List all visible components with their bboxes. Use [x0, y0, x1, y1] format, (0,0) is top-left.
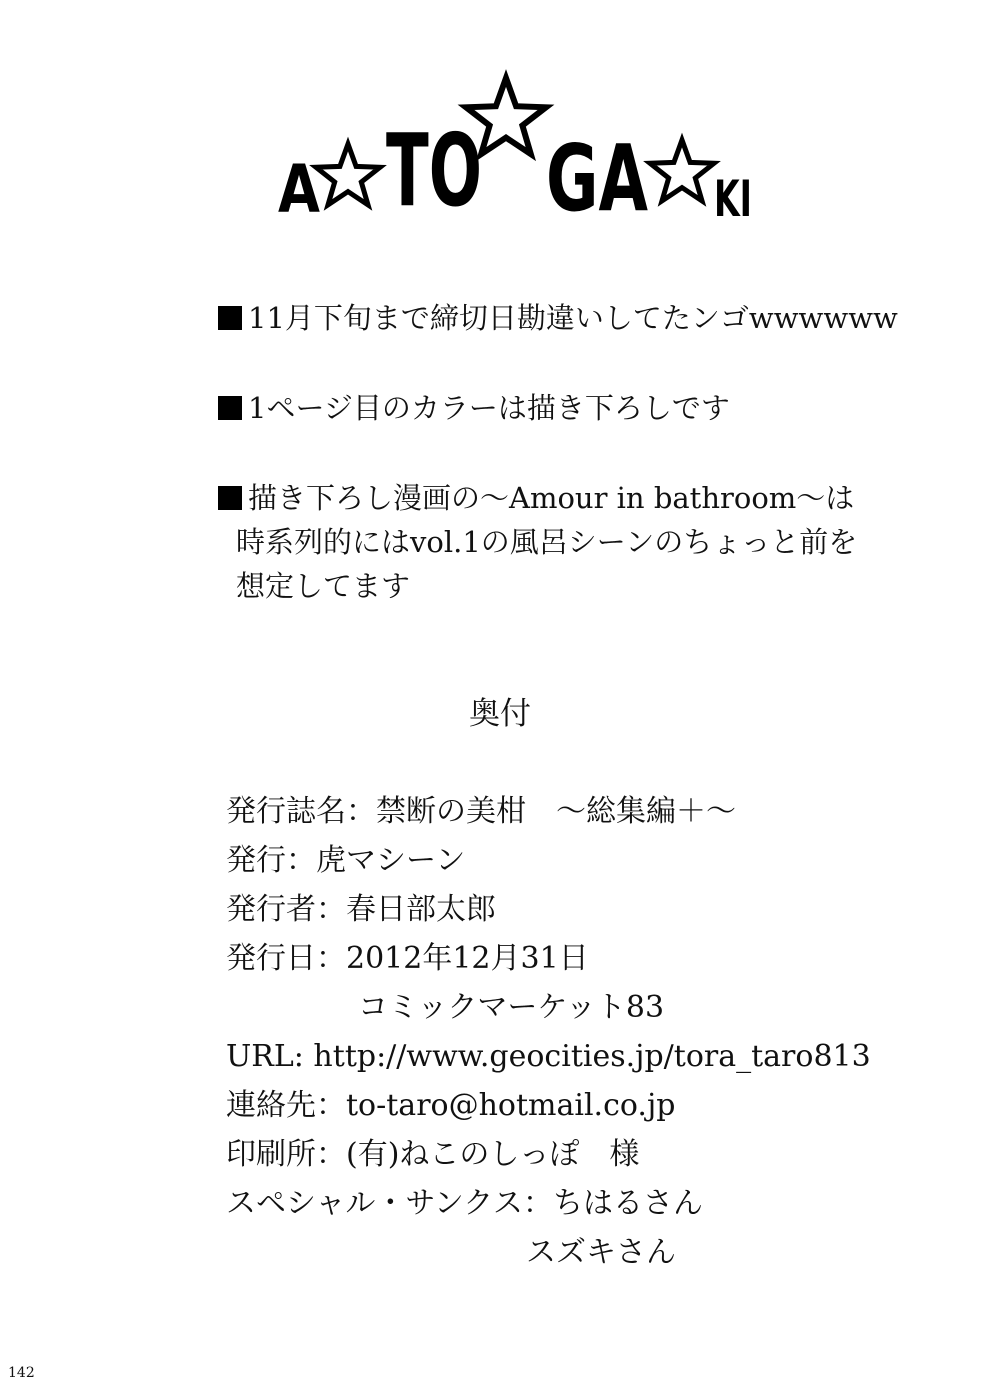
colophon-issue-date: 発行日：2012年12月31日: [226, 941, 589, 976]
title-part-ki: ki: [714, 170, 752, 228]
note-text: 描き下ろし漫画の～Amour in bathroom～は: [248, 481, 855, 515]
colophon-contact: 連絡先：to-taro@hotmail.co.jp: [226, 1088, 676, 1123]
square-bullet-icon: [218, 486, 242, 510]
title-part-to: TO: [386, 112, 482, 229]
colophon-event-row: [226, 983, 946, 1032]
star-outline-icon: [316, 144, 380, 205]
note-item: [218, 476, 918, 608]
note-text: 1ページ目のカラーは描き下ろしです: [248, 391, 730, 425]
colophon-event: コミックマーケット83: [358, 990, 665, 1025]
note-text-continued: 時系列的にはvol.1の風呂シーンのちょっと前を: [236, 525, 858, 559]
note-item: [218, 386, 918, 430]
note-text-continued: 想定してます: [236, 569, 411, 603]
title-svg: [270, 60, 760, 232]
square-bullet-icon: [218, 396, 242, 420]
note-text: 11月下旬まで締切日勘違いしてたンゴwwwwww: [248, 301, 898, 335]
colophon-publication-name: 発行誌名：禁断の美柑 ～総集編＋～: [226, 794, 736, 829]
square-bullet-icon: [218, 306, 242, 330]
colophon-heading: 奥付: [469, 696, 531, 732]
colophon-url: URL: http://www.geocities.jp/tora_taro813: [226, 1039, 871, 1074]
colophon-printer: 印刷所：(有)ねこのしっぽ 様: [226, 1137, 640, 1172]
colophon-special-thanks-2: スズキさん: [526, 1235, 676, 1270]
colophon-special-thanks-row-2: [226, 1228, 946, 1277]
colophon: [226, 787, 946, 1277]
star-outline-icon: [650, 140, 714, 201]
title-logo: [270, 60, 760, 232]
colophon-publisher: 発行：虎マシーン: [226, 843, 466, 878]
colophon-issuer: 発行者：春日部太郎: [226, 892, 496, 927]
note-item: [218, 296, 918, 340]
colophon-special-thanks: スペシャル・サンクス：ちはるさん: [226, 1186, 703, 1221]
page-number: 142: [8, 1365, 35, 1381]
title-part-a: A: [278, 151, 320, 228]
afterword-notes: [218, 296, 918, 608]
title-part-ga: GA: [546, 125, 648, 232]
